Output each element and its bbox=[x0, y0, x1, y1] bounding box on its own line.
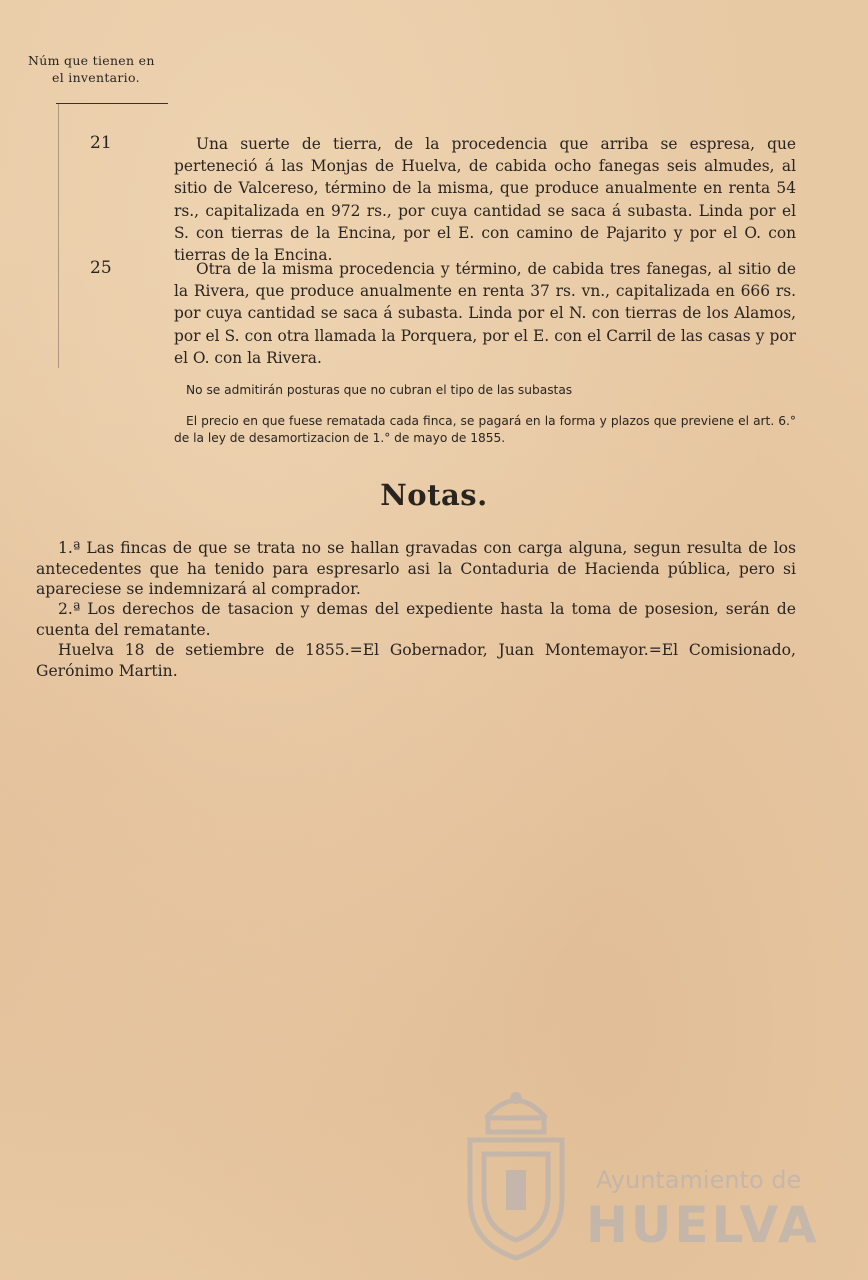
header-line-2: el inventario. bbox=[52, 70, 140, 85]
archive-watermark bbox=[456, 1078, 820, 1268]
watermark-line-2: HUELVA bbox=[586, 1196, 820, 1254]
auction-condition: No se admitirán posturas que no cubran el tipo de las subastas bbox=[186, 383, 573, 397]
coat-of-arms-icon bbox=[456, 1078, 576, 1263]
property-description: Una suerte de tierra, de la procedencia que arriba se espresa, que perteneció á las Monjas de Huelva, de cabida ocho fanegas seis almudes, al sitio de Valcereso, término de la misma, que produce anualmente en renta 54 rs., capitalizada en 972 rs., por cuya cantidad se saca á subasta. Linda por el S. con tierras de la Encina, por el E. con camino de Pajarito y por el O. con tierras de la Encina. bbox=[174, 135, 796, 265]
signature-line: Huelva 18 de setiembre de 1855.=El Gobernador, Juan Montemayor.=El Comisionado, Gerónimo Martin. bbox=[36, 641, 796, 680]
notes-heading: Notas. bbox=[380, 478, 488, 512]
column-rule bbox=[58, 103, 59, 368]
header-rule bbox=[56, 103, 168, 104]
property-description: Otra de la misma procedencia y término, de cabida tres fanegas, al sitio de la Rivera, que produce anualmente en renta 37 rs. vn., capitalizada en 666 rs. por cuya cantidad se saca á subasta. Linda por el N. con tierras de los Alamos, por el S. con otra llamada la Porquera, por el E. con el Carril de las casas y por el O. con la Rivera. bbox=[174, 260, 796, 367]
note-item: 1.ª Las fincas de que se trata no se hallan gravadas con carga alguna, segun resulta de los antecedentes que ha tenido para espresarlo asi la Contaduria de Hacienda pública, pero si apareciese se indemnizará al comprador. bbox=[36, 539, 796, 599]
header-line-1: Núm que tienen en bbox=[28, 53, 155, 68]
note-item: 2.ª Los derechos de tasacion y demas del expediente hasta la toma de posesion, serán de cuenta del rematante. bbox=[36, 600, 796, 639]
watermark-line-1: Ayuntamiento de bbox=[596, 1166, 802, 1194]
inventory-column-header bbox=[28, 52, 170, 86]
inventory-number: 21 bbox=[90, 133, 112, 153]
payment-condition: El precio en que fuese rematada cada finca, se pagará en la forma y plazos que previene el art. 6.° de la ley de desamortizacion de 1.° de mayo de 1855. bbox=[174, 414, 796, 445]
inventory-number: 25 bbox=[90, 258, 112, 278]
